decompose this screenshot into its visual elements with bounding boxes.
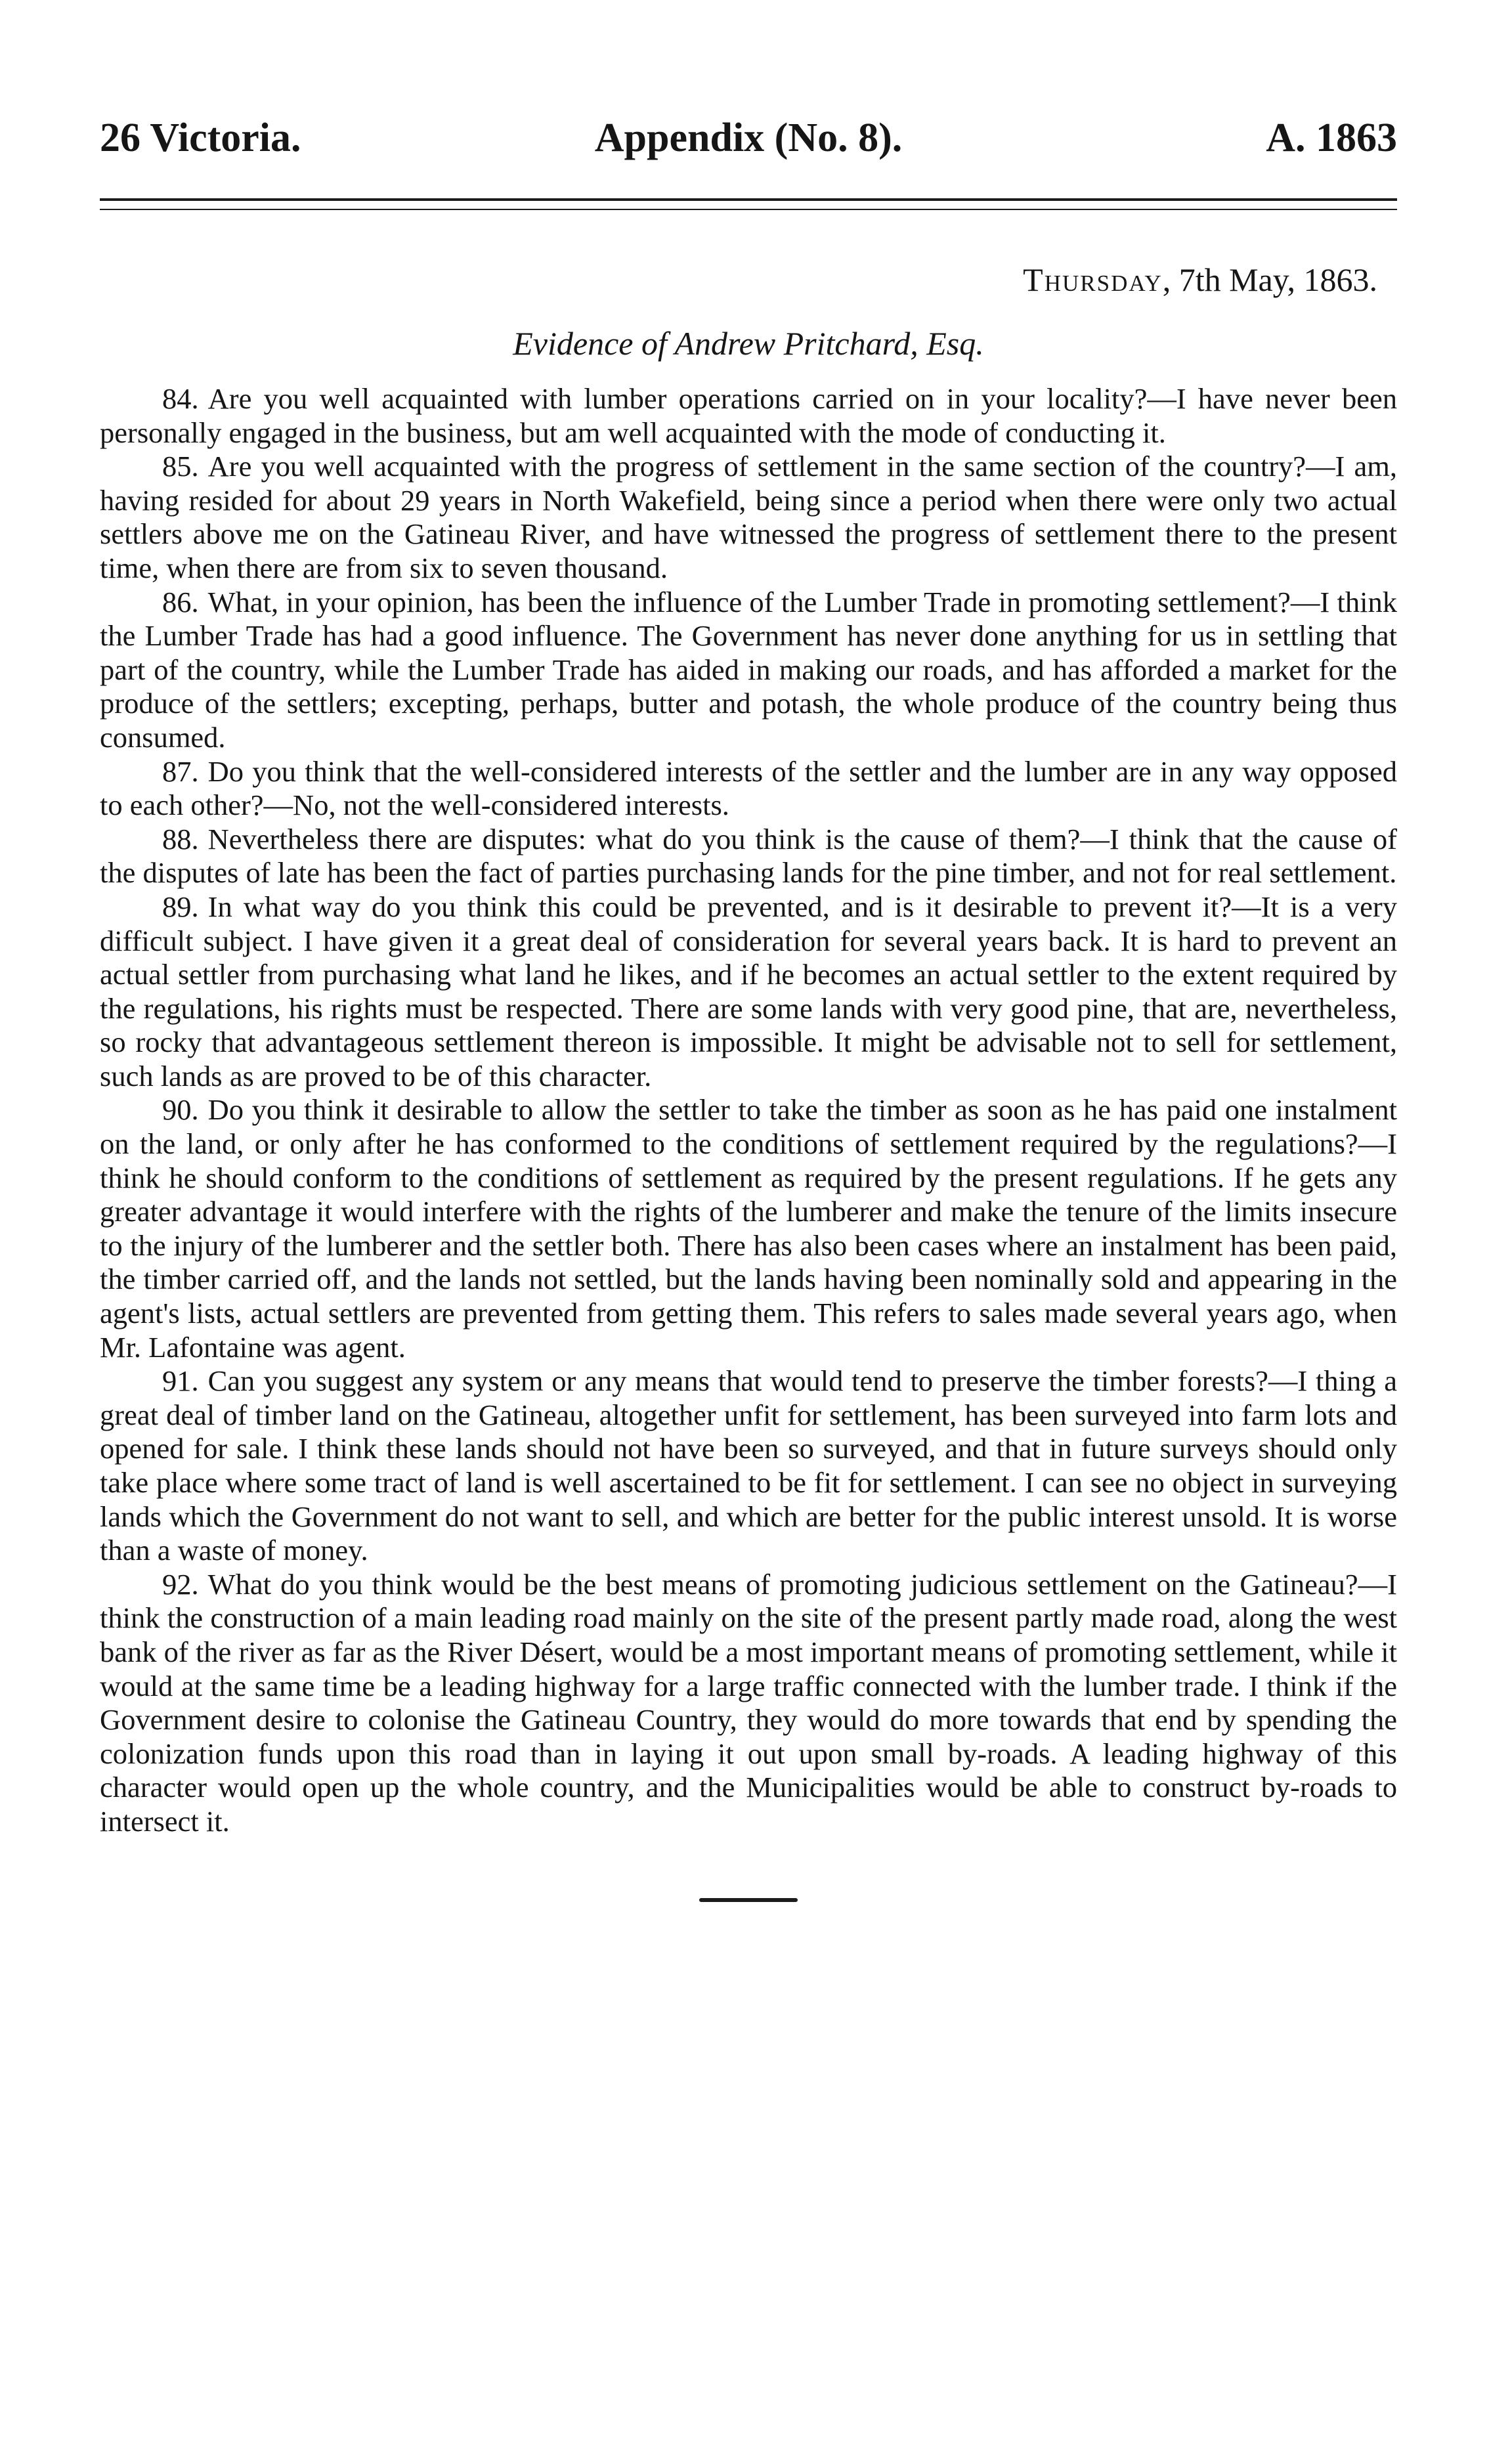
paragraph-text: Nevertheless there are disputes: what do you think is the cause of them?—I think that the cause of the disputes of late has been the fact of parties purchasing lands for the pine timber, and not for real settlement. [100,822,1397,890]
question-number: 92. [162,1567,199,1601]
running-header [100,98,1397,177]
question-number: 87. [162,754,199,788]
question-number: 91. [162,1364,199,1398]
date-weekday: Thursday [1023,261,1163,298]
header-year: A. 1863 [1266,116,1397,160]
evidence-body [100,382,1397,1839]
paragraph-text: Are you well acquainted with lumber operations carried on in your locality?—I have never been personally engaged in the business, but am well acquainted with the mode of conducting it. [100,382,1397,449]
paragraph-86 [100,586,1397,755]
document-page [100,98,1397,1902]
paragraph-90 [100,1093,1397,1364]
paragraph-89 [100,890,1397,1094]
header-session: 26 Victoria. [100,116,301,160]
paragraph-92 [100,1568,1397,1839]
paragraph-text: In what way do you think this could be prevented, and is it desirable to prevent it?—It is a very difficult subject. I have given it a great deal of consideration for several years back. It is hard to prevent an actual settler from purchasing what land he likes, and if he becomes an actual settler to the extent required by the regulations, his rights must be respected. There are some lands with very good pine, that are, nevertheless, so rocky that advantageous settlement thereon is impossible. It might be advisable not to sell for settlement, such lands as are proved to be of this character. [100,890,1397,1092]
paragraph-text: Do you think it desirable to allow the settler to take the timber as soon as he has paid one instalment on the land, or only after he has conformed to the conditions of settlement required by the regulations?—I think he should conform to the conditions of settlement as required by the present regulations. If he gets any greater advantage it would interfere with the rights of the lumberer and make the tenure of the limits insecure to the injury of the lumberer and the settler both. There has also been cases where an instalment has been paid, the timber carried off, and the lands not settled, but the lands having been nominally sold and appearing in the agent's lists, actual settlers are prevented from getting them. This refers to sales made several years ago, when Mr. Lafontaine was agent. [100,1093,1397,1364]
paragraph-85 [100,450,1397,585]
question-number: 84. [162,382,199,415]
date-line [100,253,1397,306]
paragraph-text: Can you suggest any system or any means that would tend to preserve the timber forests?—I thing a great deal of timber land on the Gatineau, altogether unfit for settlement, has been surveyed into farm lots and opened for sale. I think these lands should not have been so surveyed, and that in future surveys should only take place where some tract of land is well ascertained to be fit for settlement. I can see no object in surveying lands which the Government do not want to sell, and which are better for the public interest unsold. It is worse than a waste of money. [100,1364,1397,1567]
date-rest: , 7th May, 1863. [1162,261,1377,298]
paragraph-text: Are you well acquainted with the progress of settlement in the same section of the country?—I am, having resided for about 29 years in North Wakefield, being since a period when there were only two actual settlers above me on the Gatineau River, and have witnessed the progress of settlement there to the present time, when there are from six to seven thousand. [100,450,1397,584]
end-rule [699,1898,798,1902]
header-appendix: Appendix (No. 8). [594,116,903,160]
paragraph-84 [100,382,1397,450]
evidence-heading: Evidence of Andrew Pritchard, Esq. [513,325,984,362]
header-rule [100,198,1397,210]
paragraph-91 [100,1364,1397,1568]
paragraph-87 [100,755,1397,823]
paragraph-text: What do you think would be the best means of promoting judicious settlement on the Gatineau?—I think the construction of a main leading road mainly on the site of the present partly made road, along the west bank of the river as far as the River Désert, would be a most important means of promoting settlement, while it would at the same time be a leading highway for a large traffic connected with the lumber trade. I think if the Government desire to colonise the Gatineau Country, they would do more towards that end by spending the colonization funds upon this road than in laying it out upon small by-roads. A leading highway of this character would open up the whole country, and the Municipalities would be able to construct by-roads to intersect it. [100,1567,1397,1838]
paragraph-text: What, in your opinion, has been the influence of the Lumber Trade in promoting settlement?—I think the Lumber Trade has had a good influence. The Government has never done anything for us in settling that part of the country, while the Lumber Trade has aided in making our roads, and has afforded a market for the produce of the settlers; excepting, perhaps, butter and potash, the whole produce of the country being thus consumed. [100,585,1397,754]
paragraph-text: Do you think that the well-considered interests of the settler and the lumber are in any way opposed to each other?—No, not the well-considered interests. [100,754,1397,822]
question-number: 88. [162,822,199,855]
question-number: 86. [162,585,199,618]
question-number: 90. [162,1093,199,1127]
question-number: 85. [162,450,199,483]
question-number: 89. [162,890,199,923]
paragraph-88 [100,823,1397,890]
